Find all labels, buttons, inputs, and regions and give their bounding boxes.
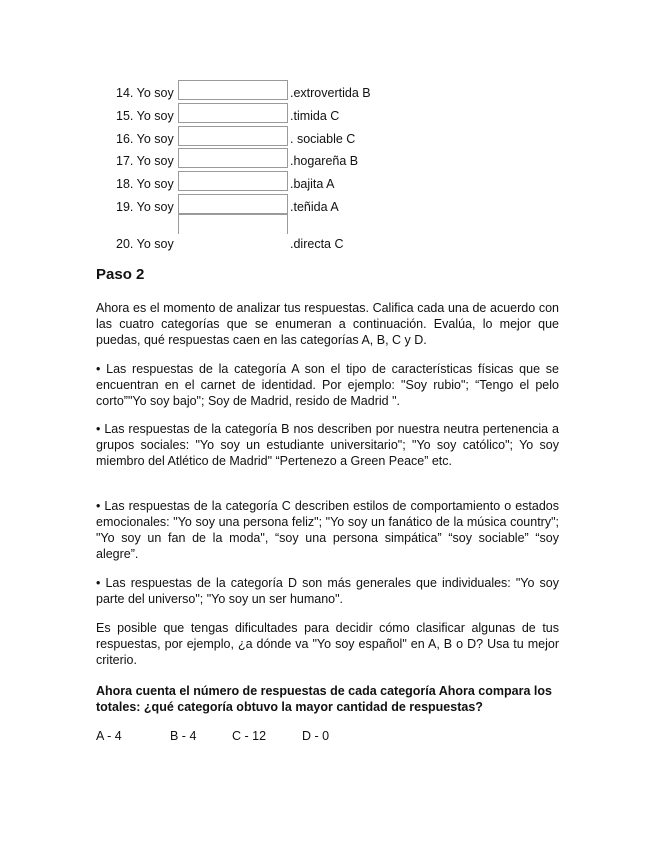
row-label: 18. Yo soy — [116, 177, 174, 191]
row-label: 19. Yo soy — [116, 200, 174, 214]
answer-field[interactable] — [178, 214, 288, 234]
row-label: 15. Yo soy — [116, 109, 174, 123]
category-c-paragraph: • Las respuestas de la categoría C describen estilos de comportamiento o estados emocionales: "Yo soy una persona feliz"; "Yo soy un fanático de la música country"; "Yo soy un fan de la moda", “soy una persona simpática” “soy sociable” “soy alegre”. — [96, 499, 559, 561]
answer-field[interactable] — [178, 126, 288, 146]
answer-field[interactable] — [178, 194, 288, 214]
section-heading: Paso 2 — [96, 266, 145, 283]
answer-field[interactable] — [178, 80, 288, 100]
count-b: B - 4 — [170, 729, 197, 743]
row-answer: .teñida A — [290, 200, 339, 214]
row-answer: .timida C — [290, 109, 340, 123]
row-answer: . sociable C — [290, 132, 356, 146]
row-label: 16. Yo soy — [116, 132, 174, 146]
row-answer: .hogareña B — [290, 154, 359, 168]
category-b-paragraph: • Las respuestas de la categoría B nos describen por nuestra neutra pertenencia a grupos sociales: "Yo soy un estudiante universitario"; "Yo soy católico"; Yo soy miembro del Atlético de Madrid" “Pertenezo a Green Peace” etc. — [96, 422, 559, 468]
category-d-paragraph: • Las respuestas de la categoría D son más generales que individuales: "Yo soy parte del universo"; "Yo soy un ser humano". — [96, 576, 559, 606]
row-label: 20. Yo soy — [116, 237, 174, 251]
row-answer: .directa C — [290, 237, 344, 251]
count-a: A - 4 — [96, 729, 122, 743]
answer-field[interactable] — [178, 171, 288, 191]
question-text: Ahora cuenta el número de respuestas de cada categoría Ahora compara los totales: ¿qué categoría obtuvo la mayor cantidad de respuestas? — [96, 684, 552, 714]
answer-field[interactable] — [178, 103, 288, 123]
row-label: 14. Yo soy — [116, 86, 174, 100]
row-answer: .bajita A — [290, 177, 335, 191]
category-a-paragraph: • Las respuestas de la categoría A son el tipo de características físicas que se encuentran en el carnet de identidad. Por ejemplo: "Soy rubio"; “Tengo el pelo corto”"Yo soy bajo"; Soy de Madrid, resido de Madrid ". — [96, 362, 559, 408]
row-label: 17. Yo soy — [116, 154, 174, 168]
count-c: C - 12 — [232, 729, 267, 743]
count-d: D - 0 — [302, 729, 330, 743]
answer-field[interactable] — [178, 148, 288, 168]
criteria-paragraph: Es posible que tengas dificultades para decidir cómo clasificar algunas de tus respuestas, por ejemplo, ¿a dónde va "Yo soy español" en A, B o D? Usa tu mejor criterio. — [96, 621, 559, 667]
intro-paragraph: Ahora es el momento de analizar tus respuestas. Califica cada una de acuerdo con las cuatro categorías que se enumeran a continuación. Evalúa, lo mejor que puedas, qué respuestas caen en las categorías A, B, C y D. — [96, 301, 559, 347]
row-answer: .extrovertida B — [290, 86, 371, 100]
